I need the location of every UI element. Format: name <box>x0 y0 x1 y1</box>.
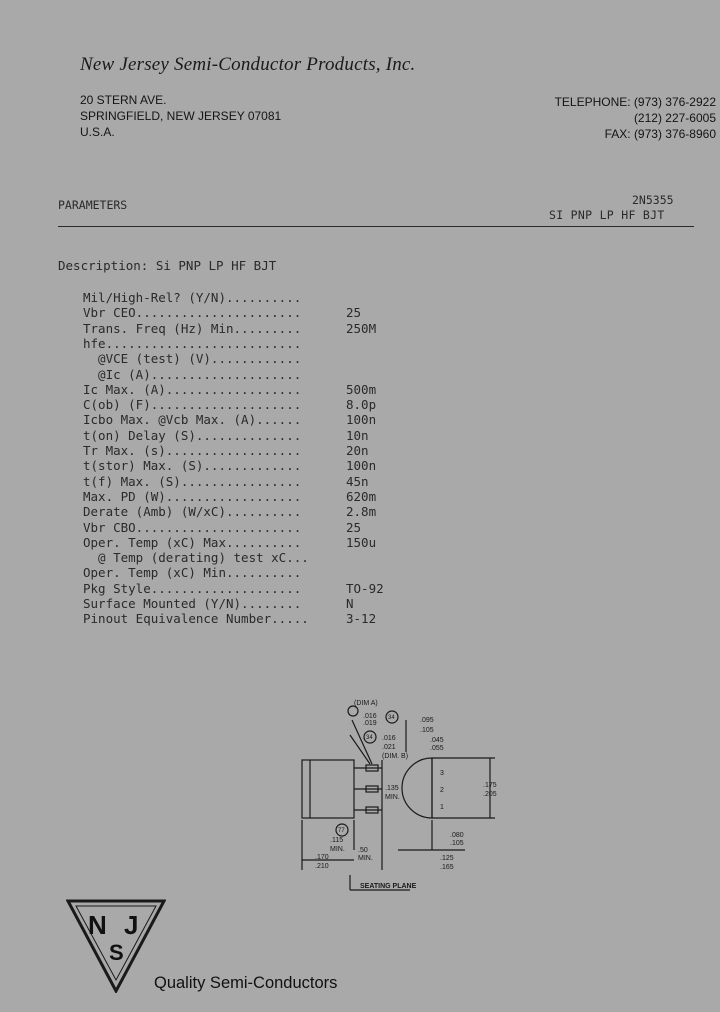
dim-label: .135 <box>385 785 399 792</box>
parameter-value: 25 <box>346 519 362 535</box>
pin-label: 1 <box>440 804 444 811</box>
dim-label: .165 <box>440 864 454 871</box>
tagline: Quality Semi-Conductors <box>154 974 338 992</box>
parameter-value: 150u <box>346 534 377 550</box>
address-line: SPRINGFIELD, NEW JERSEY 07081 <box>80 109 282 123</box>
address-line: U.S.A. <box>80 125 115 139</box>
part-number: 2N5355 <box>632 193 674 207</box>
dim-label: .045 <box>430 737 444 744</box>
parameter-label: Surface Mounted (Y/N)........ <box>83 596 302 611</box>
parameter-value: 620m <box>346 488 377 504</box>
parameter-value: N <box>346 596 354 611</box>
parameter-value: 100n <box>346 458 377 474</box>
parameter-value: 250M <box>346 320 377 336</box>
parameter-value: 25 <box>346 305 362 321</box>
package-outline-diagram <box>290 690 510 900</box>
fax-line: FAX: (973) 376-8960 <box>604 127 716 141</box>
dim-label: .019 <box>363 720 377 727</box>
parameter-label: Icbo Max. @Vcb Max. (A)...... <box>83 412 302 428</box>
telephone-line: (212) 227-6005 <box>633 111 716 125</box>
dim-label: (DIM A) <box>354 700 378 707</box>
dim-label: .205 <box>483 791 497 798</box>
parameter-value: TO-92 <box>346 580 384 596</box>
dim-label: .095 <box>420 717 434 724</box>
part-description: SI PNP LP HF BJT <box>549 208 665 222</box>
dim-label: MIN. <box>358 855 373 862</box>
parameter-value: 2.8m <box>346 504 377 520</box>
callout-label: 34 <box>366 735 373 741</box>
parameters-heading: PARAMETERS <box>58 198 128 212</box>
parameter-label: Vbr CEO...................... <box>83 305 302 321</box>
seating-plane-label: SEATING PLANE <box>360 883 417 890</box>
parameter-label: Oper. Temp (xC) Min.......... <box>83 565 302 581</box>
njs-logo <box>66 898 166 993</box>
section-divider <box>58 226 694 227</box>
parameter-label: Trans. Freq (Hz) Min......... <box>83 320 302 336</box>
parameter-label: @VCE (test) (V)............ <box>83 351 302 367</box>
parameter-value: 45n <box>346 473 369 489</box>
parameter-label: Derate (Amb) (W/xC).......... <box>83 504 302 520</box>
dim-label: MIN. <box>330 846 345 853</box>
dim-label: .125 <box>440 855 454 862</box>
callout-circle <box>348 706 358 716</box>
address-line: 20 STERN AVE. <box>80 93 167 107</box>
pin-label: 2 <box>440 787 444 794</box>
dim-label: .080 <box>450 832 464 839</box>
parameter-value: 3-12 <box>346 611 377 627</box>
dim-label: .016 <box>382 735 396 742</box>
parameter-value: 10n <box>346 427 369 443</box>
company-name: New Jersey Semi-Conductor Products, Inc. <box>80 54 416 75</box>
telephone-line: TELEPHONE: (973) 376-2922 <box>554 95 716 109</box>
dim-label: .105 <box>420 727 434 734</box>
dim-label: MIN. <box>385 794 400 801</box>
parameter-label: @Ic (A).................... <box>83 366 302 382</box>
parameter-label: Oper. Temp (xC) Max.......... <box>83 534 302 550</box>
parameter-value: 500m <box>346 381 377 397</box>
parameter-label: t(f) Max. (S)................ <box>83 473 302 489</box>
callout-label: 34 <box>388 715 395 721</box>
dim-label: .105 <box>450 840 464 847</box>
pin-label: 3 <box>440 770 444 777</box>
logo-letter: N <box>88 910 107 940</box>
parameter-label: t(stor) Max. (S)............. <box>83 458 302 474</box>
parameter-label: hfe.......................... <box>83 335 302 351</box>
callout-label: 77 <box>338 828 345 834</box>
parameter-label: Pinout Equivalence Number..... <box>83 611 309 627</box>
parameter-label: @ Temp (derating) test xC... <box>83 550 309 566</box>
parameter-label: Ic Max. (A).................. <box>83 381 302 397</box>
dim-label: .055 <box>430 745 444 752</box>
parameter-label: t(on) Delay (S).............. <box>83 427 302 443</box>
dim-label: (DIM. B) <box>382 753 409 760</box>
parameter-label: Vbr CBO...................... <box>83 519 302 535</box>
package-body-bottom <box>402 758 432 818</box>
dim-label: .170 <box>315 854 329 861</box>
parameter-value: 20n <box>346 443 369 458</box>
dim-label: .210 <box>315 863 329 870</box>
dim-label: .175 <box>483 782 497 789</box>
parameter-label: Max. PD (W).................. <box>83 488 302 504</box>
parameter-label: C(ob) (F).................... <box>83 397 302 413</box>
parameter-label: Pkg Style.................... <box>83 580 302 596</box>
dim-label: .115 <box>330 837 344 844</box>
logo-letter: J <box>124 910 139 940</box>
parameter-value: 100n <box>346 412 377 428</box>
dim-label: .016 <box>363 713 377 720</box>
parameter-value: 8.0p <box>346 397 377 413</box>
logo-letter: S <box>109 940 124 965</box>
dim-label: .50 <box>358 847 368 854</box>
dim-label: .021 <box>382 744 396 751</box>
parameter-label: Mil/High-Rel? (Y/N).......... <box>83 290 302 305</box>
parameter-label: Tr Max. (s).................. <box>83 443 302 458</box>
description-line: Description: Si PNP LP HF BJT <box>58 258 277 273</box>
